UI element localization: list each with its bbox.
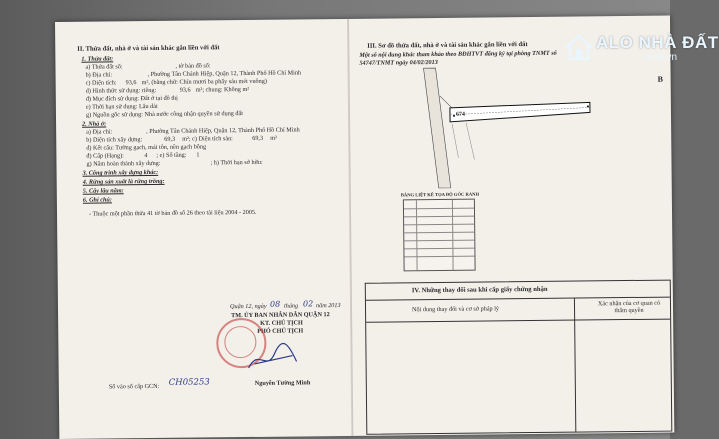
- land-heading: 1. Thửa đất:: [81, 55, 114, 63]
- house-a-tail: , Phường Tân Chánh Hiệp, Quận 12, Thành Phố Hồ Chí Minh: [146, 126, 300, 136]
- side-letter: B: [657, 74, 664, 84]
- date-month: 02: [302, 299, 314, 309]
- left-page: [55, 19, 351, 439]
- map-note-1: Một số nội dung khác tham khảo theo BĐHTVT đăng ký tại phòng TNMT số: [359, 49, 557, 59]
- right-page: [351, 16, 674, 436]
- item-other-construction: 3. Công trình xây dựng khác:: [82, 168, 159, 177]
- land-term: e) Thời hạn sử dụng: Lâu dài: [85, 102, 158, 111]
- coord-row: [404, 240, 474, 242]
- date-year: năm 2013: [315, 302, 341, 310]
- date-day: 08: [269, 299, 281, 309]
- house-year: g) Năm hoàn thành xây dựng:: [86, 159, 161, 168]
- house-b-unit: m²: [270, 134, 277, 142]
- coord-row: [404, 232, 474, 234]
- house-b-label: b) Diện tích xây dựng:: [86, 136, 143, 144]
- land-a-label: a) Thửa đất số:: [85, 63, 123, 71]
- authority-line-2: KT. CHỦ TỊCH: [260, 319, 303, 327]
- changes-table: [365, 280, 673, 435]
- land-c-label: c) Diện tích:: [85, 79, 117, 87]
- house-term: ; h) Thời hạn sở hữu:: [210, 158, 263, 167]
- house-grade-value: 4: [144, 152, 148, 160]
- coord-col-divider: [452, 200, 454, 270]
- note-text: - Thuộc một phần thửa 41 tờ bản đồ số 26 theo tài liệu 2004 - 2005.: [88, 208, 257, 218]
- house-heading: 2. Nhà ở:: [82, 120, 107, 128]
- land-b-tail: , Phường Tân Chánh Hiệp, Quận 12, Thành Phố Hồ Chí Minh: [147, 69, 302, 79]
- cert-number-label: Số vào sổ cấp GCN:: [108, 382, 160, 391]
- map-note-2: 54747/TNMT ngày 04/02/2013: [359, 58, 438, 67]
- house-floors-value: 1: [196, 151, 200, 159]
- item-perennial: 5. Cây lâu năm:: [82, 187, 124, 195]
- signer-name: Nguyễn Tường Minh: [254, 379, 311, 387]
- coord-row: [404, 224, 474, 226]
- item-forest: 4. Rừng sản xuất là rừng trồng:: [82, 177, 165, 186]
- land-a-tail: , tờ bản đồ số:: [175, 62, 211, 70]
- land-b-label: b) Địa chỉ:: [85, 71, 113, 79]
- land-d-label: d) Hình thức sử dụng: riêng:: [85, 86, 157, 95]
- coord-row: [404, 248, 474, 250]
- house-a-label: a) Địa chỉ:: [86, 128, 113, 136]
- land-d-value: 93,6: [179, 86, 191, 94]
- section-title-iii: III. Sơ đồ thửa đất, nhà ở và tài sản khác gắn liền với đất: [367, 41, 528, 50]
- land-c-value: 93,6: [125, 79, 137, 87]
- watermark-domain: .com.vn: [642, 52, 678, 63]
- land-d-tail: m²; chung: Không m²: [195, 85, 250, 94]
- house-grade-label: đ) Cấp (Hạng):: [86, 152, 124, 160]
- changes-content-column: [366, 298, 576, 434]
- place-date-label: Quận 12, ngày: [229, 302, 267, 311]
- parcel-map: [394, 66, 593, 188]
- col-confirm-header: Xác nhận của cơ quan có thẩm quyền: [597, 299, 661, 315]
- signature: [244, 337, 304, 378]
- coord-col-divider: [416, 200, 418, 270]
- coord-row: [404, 216, 474, 218]
- section-title-ii: II. Thửa đất, nhà ở và tài sản khác gắn liền với đất: [77, 44, 220, 53]
- date-month-label: tháng: [283, 302, 299, 310]
- house-structure: d) Kết cấu: Tường gạch, mái tôn, nền gạch bông: [86, 143, 207, 152]
- land-purpose: đ) Mục đích sử dụng: Đất ở tại đô thị: [85, 94, 178, 103]
- coord-row: [404, 208, 474, 210]
- changes-title: IV. Những thay đổi sau khi cấp giấy chứng nhận: [411, 285, 548, 295]
- coord-table-title: BẢNG LIỆT KÊ TỌA ĐỘ GÓC RANH: [400, 191, 480, 198]
- house-b-value2: 69,3: [252, 134, 264, 142]
- house-b-value: 69,3: [164, 135, 176, 143]
- watermark-name: ALO NHÀ ĐẤT: [596, 33, 719, 52]
- coord-row: [404, 256, 474, 258]
- coordinate-table: [403, 199, 476, 272]
- land-c-tail: m², (bằng chữ: Chín mươi ba phẩy sáu mét vuông): [141, 77, 267, 87]
- item-notes: 6. Ghi chú:: [82, 196, 112, 204]
- cert-number: CH05253: [168, 377, 210, 388]
- parcel-number: 674: [455, 111, 466, 118]
- house-logo-icon: [564, 32, 594, 62]
- authority-line-3: PHÓ CHỦ TỊCH: [257, 327, 304, 335]
- col-content-header: Nội dung thay đổi và cơ sở pháp lý: [411, 305, 500, 314]
- house-b-mid: m²; c) Diện tích sàn:: [182, 135, 233, 143]
- house-floors-label: ; e) Số tầng:: [156, 151, 187, 159]
- land-origin: g) Nguồn gốc sử dụng: Nhà nước công nhận quyền sử dụng đất: [85, 110, 244, 119]
- authority-line-1: TM. ỦY BAN NHÂN DÂN QUẬN 12: [231, 311, 330, 320]
- certificate-paper: [55, 16, 674, 439]
